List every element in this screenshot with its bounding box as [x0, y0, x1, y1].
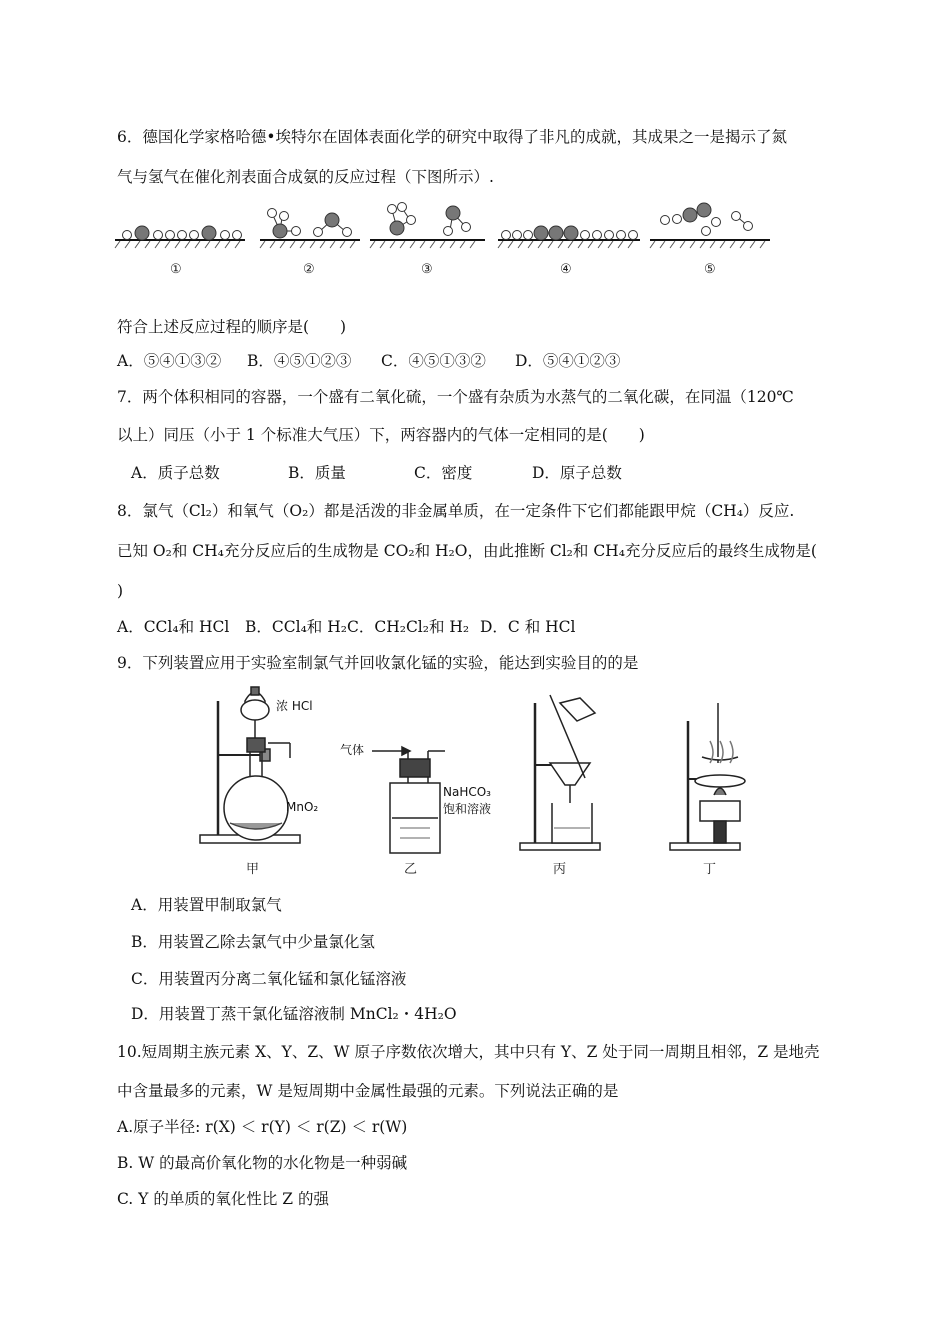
q9-option-c: C．用装置丙分离二氧化锰和氯化锰溶液 [131, 970, 407, 988]
q9-apparatus-figure [190, 683, 750, 883]
apparatus-ding [670, 703, 745, 850]
fig-label-4: ④ [560, 262, 572, 277]
q9-stem: 9．下列装置应用于实验室制氯气并回收氯化锰的实验，能达到实验目的的是 [117, 654, 639, 672]
fig-label-2: ② [303, 262, 315, 277]
fig-label-nahco3: NaHCO₃ [443, 785, 491, 799]
panel-5-figure [650, 203, 770, 248]
q8-option-d: D．C 和 HCl [480, 618, 576, 636]
apparatus-bing [520, 695, 600, 850]
q10-option-a: A.原子半径: r(X) ＜ r(Y) ＜ r(Z) ＜ r(W) [117, 1118, 408, 1136]
apparatus-yi [372, 747, 445, 853]
q8-options [117, 616, 575, 638]
q8-line1: 8．氯气（Cl₂）和氧气（O₂）都是活泼的非金属单质，在一定条件下它们都能跟甲烷（CH₄）反应. [117, 502, 795, 520]
q6-option-d: D．⑤④①②③ [515, 352, 621, 370]
apparatus-label-bing: 丙 [553, 862, 567, 877]
q7-option-c: C．密度 [414, 464, 473, 482]
q10-option-c: C. Y 的单质的氧化性比 Z 的强 [117, 1190, 329, 1208]
q6-surface-reaction-figure [110, 198, 790, 278]
q9-option-b: B．用装置乙除去氯气中少量氯化氢 [131, 933, 375, 951]
q7-option-d: D．原子总数 [532, 464, 622, 482]
fig-label-1: ① [170, 262, 182, 277]
fig-label-hcl: 浓 HCl [276, 699, 313, 713]
apparatus-label-jia: 甲 [246, 862, 260, 877]
panel-3-figure [370, 203, 485, 249]
q10-option-b: B. W 的最高价氧化物的水化物是一种弱碱 [117, 1154, 408, 1172]
q7-options [131, 462, 622, 484]
panel-2-figure [260, 209, 360, 249]
apparatus-label-yi: 乙 [404, 862, 418, 877]
q6-option-b: B．④⑤①②③ [247, 352, 352, 370]
fig-label-mno2: MnO₂ [286, 800, 319, 814]
q9-option-d: D．用装置丁蒸干氯化锰溶液制 MnCl₂・4H₂O [131, 1005, 457, 1023]
q8-line3: ) [117, 582, 124, 600]
fig-label-sat: 饱和溶液 [443, 802, 492, 816]
q6-options [117, 350, 620, 372]
q10-line2: 中含量最多的元素，W 是短周期中金属性最强的元素。下列说法正确的是 [117, 1082, 619, 1100]
q8-option-c: C．CH₂Cl₂和 H₂ [347, 618, 470, 636]
q8-option-b: B．CCl₄和 H₂ [245, 618, 347, 636]
q7-line1: 7．两个体积相同的容器，一个盛有二氧化硫，一个盛有杂质为水蒸气的二氧化碳，在同温（120℃ [117, 388, 794, 406]
panel-4-figure [498, 226, 640, 248]
fig-label-3: ③ [421, 262, 433, 277]
q6-stem: 符合上述反应过程的顺序是( ) [117, 318, 347, 336]
q6-line1: 6．德国化学家格哈德•埃特尔在固体表面化学的研究中取得了非凡的成就，其成果之一是揭示了氮 [117, 128, 788, 146]
q7-line2: 以上）同压（小于 1 个标准大气压）下，两容器内的气体一定相同的是( ) [117, 426, 645, 444]
panel-1-figure [115, 226, 245, 248]
q8-line2: 已知 O₂和 CH₄充分反应后的生成物是 CO₂和 H₂O，由此推断 Cl₂和 CH₄充分反应后的最终生成物是( [117, 542, 817, 560]
q6-option-a: A．⑤④①③② [117, 352, 222, 370]
q6-line2: 气与氢气在催化剂表面合成氨的反应过程（下图所示）. [117, 168, 494, 186]
q7-option-b: B．质量 [288, 464, 346, 482]
q10-line1: 10.短周期主族元素 X、Y、Z、W 原子序数依次增大，其中只有 Y、Z 处于同一周期且相邻，Z 是地壳 [117, 1043, 820, 1061]
q6-option-c: C．④⑤①③② [381, 352, 486, 370]
q9-option-a: A．用装置甲制取氯气 [131, 896, 282, 914]
fig-label-5: ⑤ [704, 262, 716, 277]
apparatus-label-ding: 丁 [703, 862, 717, 877]
fig-label-gas: 气体 [340, 743, 365, 757]
q8-option-a: A．CCl₄和 HCl [117, 618, 230, 636]
q7-option-a: A．质子总数 [131, 464, 220, 482]
